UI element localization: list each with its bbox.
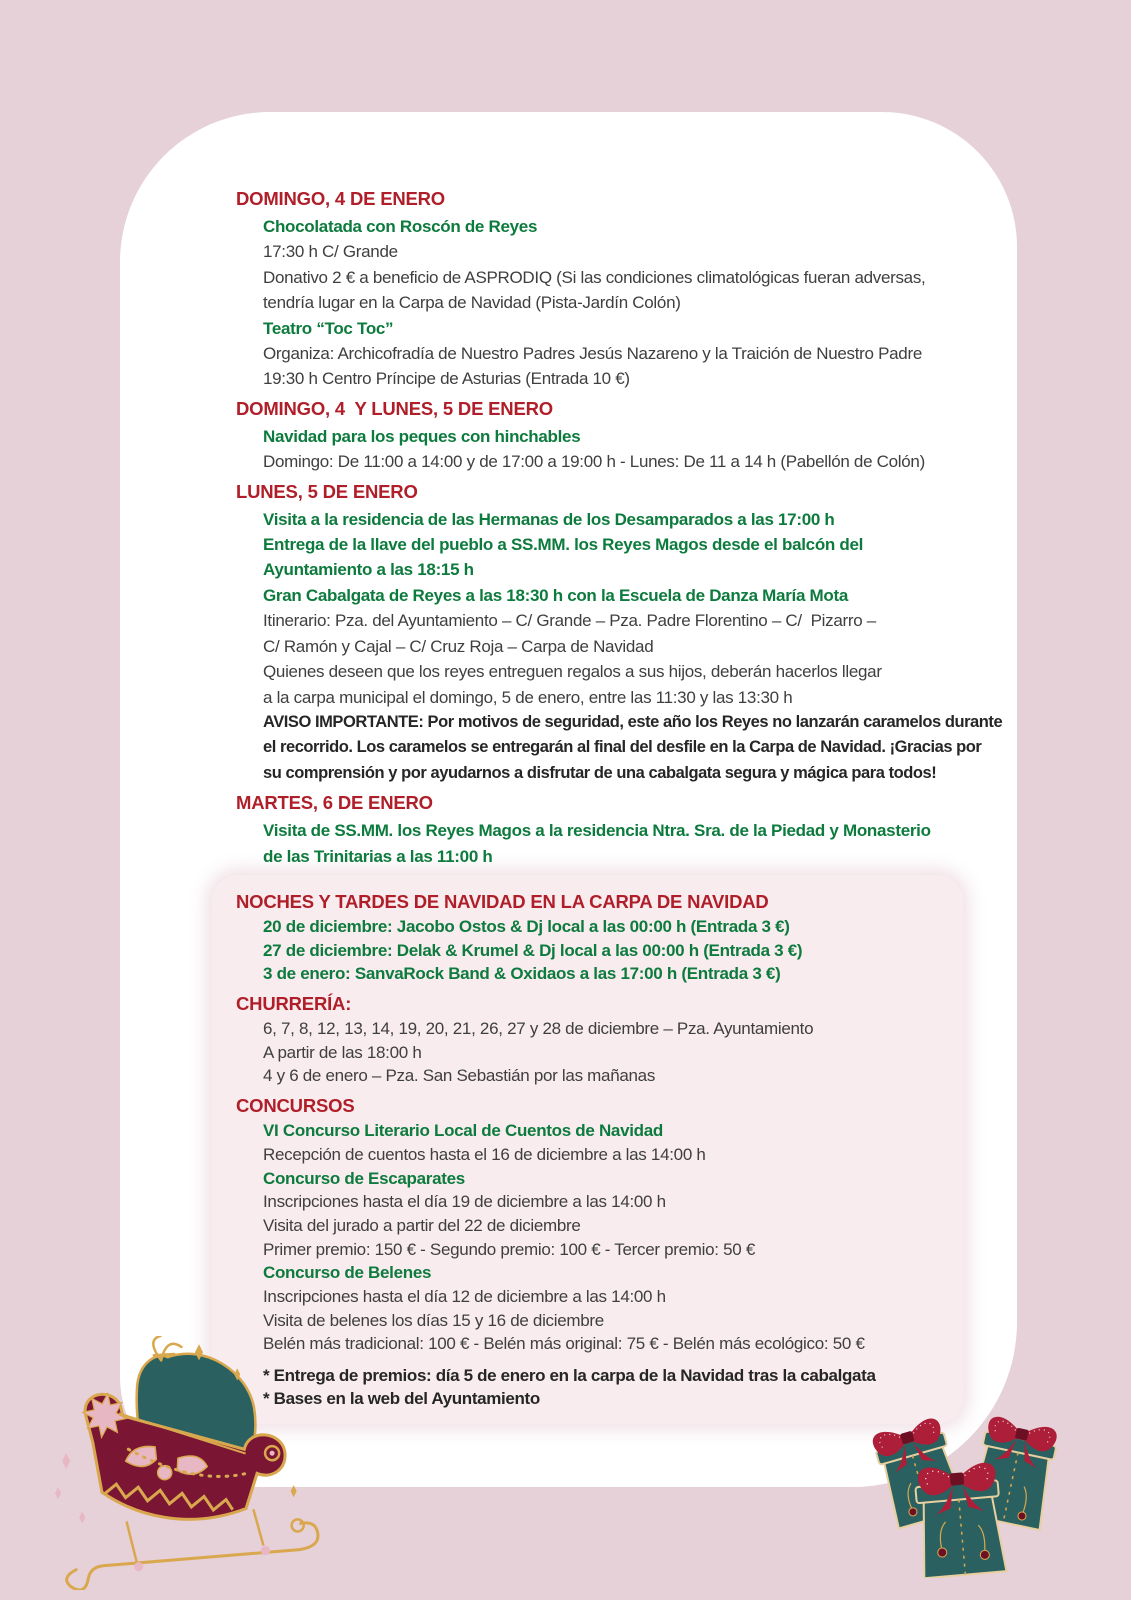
program-content [120, 112, 1017, 1424]
event-line: 20 de diciembre: Jacobo Ostos & Dj local a las 00:00 h (Entrada 3 €) [263, 916, 790, 936]
event-line: VI Concurso Literario Local de Cuentos de Navidad [263, 1121, 663, 1141]
event-line: Visita de belenes los días 15 y 16 de diciembre [263, 1310, 604, 1330]
main-sections [236, 186, 1003, 869]
event-line: Organiza: Archicofradía de Nuestro Padres Jesús Nazareno y la Traición de Nuestro Padre [263, 344, 922, 364]
event-line: Donativo 2 € a beneficio de ASPRODIQ (Si las condiciones climatológicas fueran adversas, [263, 267, 926, 287]
event-line: Visita a la residencia de las Hermanas de los Desamparados a las 17:00 h [263, 509, 835, 529]
program-section [236, 479, 1003, 786]
event-line: Domingo: De 11:00 a 14:00 y de 17:00 a 19:00 h - Lunes: De 11 a 14 h (Pabellón de Colón) [263, 452, 925, 472]
event-line: 27 de diciembre: Delak & Krumel & Dj local a las 00:00 h (Entrada 3 €) [263, 940, 803, 960]
event-line: Ayuntamiento a las 18:15 h [263, 560, 474, 580]
program-section [236, 992, 945, 1088]
event-line: 3 de enero: SanvaRock Band & Oxidaos a las 17:00 h (Entrada 3 €) [263, 964, 781, 984]
event-line: 6, 7, 8, 12, 13, 14, 19, 20, 21, 26, 27 y 28 de diciembre – Pza. Ayuntamiento [263, 1019, 814, 1039]
event-line: Inscripciones hasta el día 19 de diciembre a las 14:00 h [263, 1192, 666, 1212]
event-line: tendría lugar en la Carpa de Navidad (Pista-Jardín Colón) [263, 293, 681, 313]
event-line: Inscripciones hasta el día 12 de diciembre a las 14:00 h [263, 1287, 666, 1307]
event-line: AVISO IMPORTANTE: Por motivos de seguridad, este año los Reyes no lanzarán caramelos durante [263, 712, 1003, 731]
event-line: Concurso de Belenes [263, 1263, 432, 1283]
gifts-illustration [856, 1382, 1060, 1578]
program-section [236, 1094, 945, 1356]
section-heading: LUNES, 5 DE ENERO [236, 480, 418, 502]
event-line: Belén más tradicional: 100 € - Belén más original: 75 € - Belén más ecológico: 50 € [263, 1334, 865, 1354]
event-line: Visita del jurado a partir del 22 de diciembre [263, 1215, 581, 1235]
panel-sections [236, 890, 945, 1356]
event-line: 17:30 h C/ Grande [263, 242, 398, 262]
event-line: a la carpa municipal el domingo, 5 de enero, entre las 11:30 y las 13:30 h [263, 687, 793, 707]
event-line: A partir de las 18:00 h [263, 1042, 422, 1062]
event-line: Primer premio: 150 € - Segundo premio: 100 € - Tercer premio: 50 € [263, 1239, 756, 1259]
program-section [236, 790, 993, 869]
event-line: Chocolatada con Roscón de Reyes [263, 217, 538, 236]
event-line: Gran Cabalgata de Reyes a las 18:30 h con la Escuela de Danza María Mota [263, 585, 848, 605]
event-line: el recorrido. Los caramelos se entregarán al final del desfile en la Carpa de Navidad. ¡Gracias por [263, 738, 982, 757]
footnote-line: * Bases en la web del Ayuntamiento [263, 1388, 540, 1408]
event-line: C/ Ramón y Cajal – C/ Cruz Roja – Carpa de Navidad [263, 636, 654, 656]
program-card [120, 112, 1017, 1487]
event-line: Teatro “Toc Toc” [263, 318, 394, 338]
section-heading: CONCURSOS [236, 1095, 355, 1117]
event-line: Concurso de Escaparates [263, 1168, 465, 1188]
sleigh-illustration [46, 1336, 348, 1590]
program-section [236, 890, 945, 986]
event-line: Navidad para los peques con hinchables [263, 426, 581, 446]
program-section [236, 186, 993, 392]
event-line: Visita de SS.MM. los Reyes Magos a la residencia Ntra. Sra. de la Piedad y Monasterio [263, 821, 931, 841]
section-heading: DOMINGO, 4 Y LUNES, 5 DE ENERO [236, 397, 553, 419]
footnote-line: * Entrega de premios: día 5 de enero en la carpa de la Navidad tras la cabalgata [263, 1366, 876, 1386]
event-line: su comprensión y por ayudarnos a disfrutar de una cabalgata segura y mágica para todos! [263, 763, 937, 782]
event-line: Entrega de la llave del pueblo a SS.MM. los Reyes Magos desde el balcón del [263, 535, 864, 555]
section-heading: NOCHES Y TARDES DE NAVIDAD EN LA CARPA DE NAVIDAD [236, 890, 769, 912]
event-line: Quienes deseen que los reyes entreguen regalos a sus hijos, deberán hacerlos llegar [263, 662, 882, 682]
event-line: 4 y 6 de enero – Pza. San Sebastián por las mañanas [263, 1066, 656, 1086]
event-line: Itinerario: Pza. del Ayuntamiento – C/ Grande – Pza. Padre Florentino – C/ Pizarro – [263, 611, 876, 631]
section-heading: MARTES, 6 DE ENERO [236, 792, 433, 814]
event-line: Recepción de cuentos hasta el 16 de diciembre a las 14:00 h [263, 1144, 706, 1164]
section-heading: DOMINGO, 4 DE ENERO [236, 188, 445, 209]
section-heading: CHURRERÍA: [236, 993, 352, 1015]
program-section [236, 396, 993, 475]
event-line: de las Trinitarias a las 11:00 h [263, 846, 493, 866]
event-line: 19:30 h Centro Príncipe de Asturias (Entrada 10 €) [263, 369, 630, 389]
